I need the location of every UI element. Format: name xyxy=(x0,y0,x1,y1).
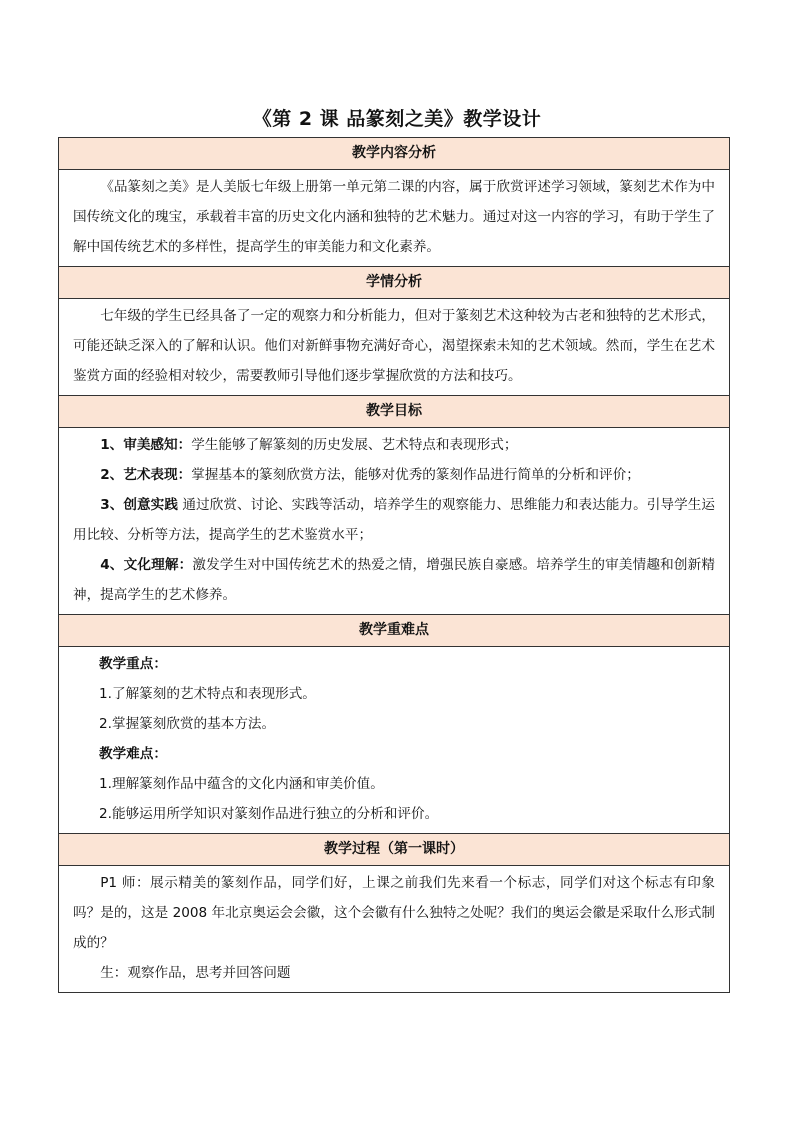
learner-analysis-text: 七年级的学生已经具备了一定的观察力和分析能力，但对于篆刻艺术这种较为古老和独特的艺术形式，可能还缺乏深入的了解和认识。他们对新鲜事物充满好奇心，渴望探索未知的艺术领域。然而，学生在艺术鉴赏方面的经验相对较少，需要教师引导他们逐步掌握欣赏的方法和技巧。 xyxy=(73,308,715,384)
section-heading-objectives: 教学目标 xyxy=(59,396,730,428)
focus-item: 2.掌握篆刻欣赏的基本方法。 xyxy=(99,716,276,732)
difficulty-label xyxy=(73,739,715,769)
objective-text: 学生能够了解篆刻的历史发展、艺术特点和表现形式； xyxy=(191,437,518,453)
process-cell xyxy=(59,866,730,993)
section-heading-key-points: 教学重难点 xyxy=(59,615,730,647)
focus-label xyxy=(73,649,715,679)
content-analysis-text: 《品篆刻之美》是人美版七年级上册第一单元第二课的内容，属于欣赏评述学习领域，篆刻艺术作为中国传统文化的瑰宝，承载着丰富的历史文化内涵和独特的艺术魅力。通过对这一内容的学习，有助于学生了解中国传统艺术的多样性，提高学生的审美能力和文化素养。 xyxy=(73,179,715,255)
objective-item xyxy=(73,430,715,460)
lesson-plan-table xyxy=(58,137,730,993)
teacher-dialogue: P1 师：展示精美的篆刻作品，同学们好，上课之前我们先来看一个标志，同学们对这个标志有印象吗？是的，这是 2008 年北京奥运会会徽，这个会徽有什么独特之处呢？我们的奥运会徽是采取什么形式制成的？ xyxy=(73,875,715,951)
objectives-cell xyxy=(59,428,730,615)
content-analysis-cell xyxy=(59,170,730,267)
objective-label: 3、创意实践 xyxy=(100,497,178,513)
objective-item xyxy=(73,490,715,550)
difficulty-item: 1.理解篆刻作品中蕴含的文化内涵和审美价值。 xyxy=(99,776,384,792)
section-heading-process: 教学过程（第一课时） xyxy=(59,834,730,866)
objective-item xyxy=(73,550,715,610)
objective-label: 2、艺术表现： xyxy=(100,467,192,483)
objective-text: 掌握基本的篆刻欣赏方法，能够对优秀的篆刻作品进行简单的分析和评价； xyxy=(191,467,640,483)
focus-label-text: 教学重点： xyxy=(99,656,167,672)
objective-label: 1、审美感知： xyxy=(100,437,192,453)
section-heading-learner-analysis: 学情分析 xyxy=(59,267,730,299)
section-heading-content-analysis: 教学内容分析 xyxy=(59,138,730,170)
document-title: 《第 2 课 品篆刻之美》教学设计 xyxy=(252,108,542,130)
difficulty-item: 2.能够运用所学知识对篆刻作品进行独立的分析和评价。 xyxy=(99,806,439,822)
difficulty-label-text: 教学难点： xyxy=(99,746,167,762)
objective-text: 激发学生对中国传统艺术的热爱之情，增强民族自豪感。培养学生的审美情趣和创新精神，提高学生的艺术修养。 xyxy=(73,557,715,603)
objective-label: 4、文化理解： xyxy=(100,557,193,573)
key-points-cell xyxy=(59,647,730,834)
focus-item: 1.了解篆刻的艺术特点和表现形式。 xyxy=(99,686,316,702)
learner-analysis-cell xyxy=(59,299,730,396)
student-response: 生：观察作品，思考并回答问题 xyxy=(100,965,291,981)
objective-text: 通过欣赏、讨论、实践等活动，培养学生的观察能力、思维能力和表达能力。引导学生运用比较、分析等方法，提高学生的艺术鉴赏水平； xyxy=(73,497,715,543)
objective-item xyxy=(73,460,715,490)
